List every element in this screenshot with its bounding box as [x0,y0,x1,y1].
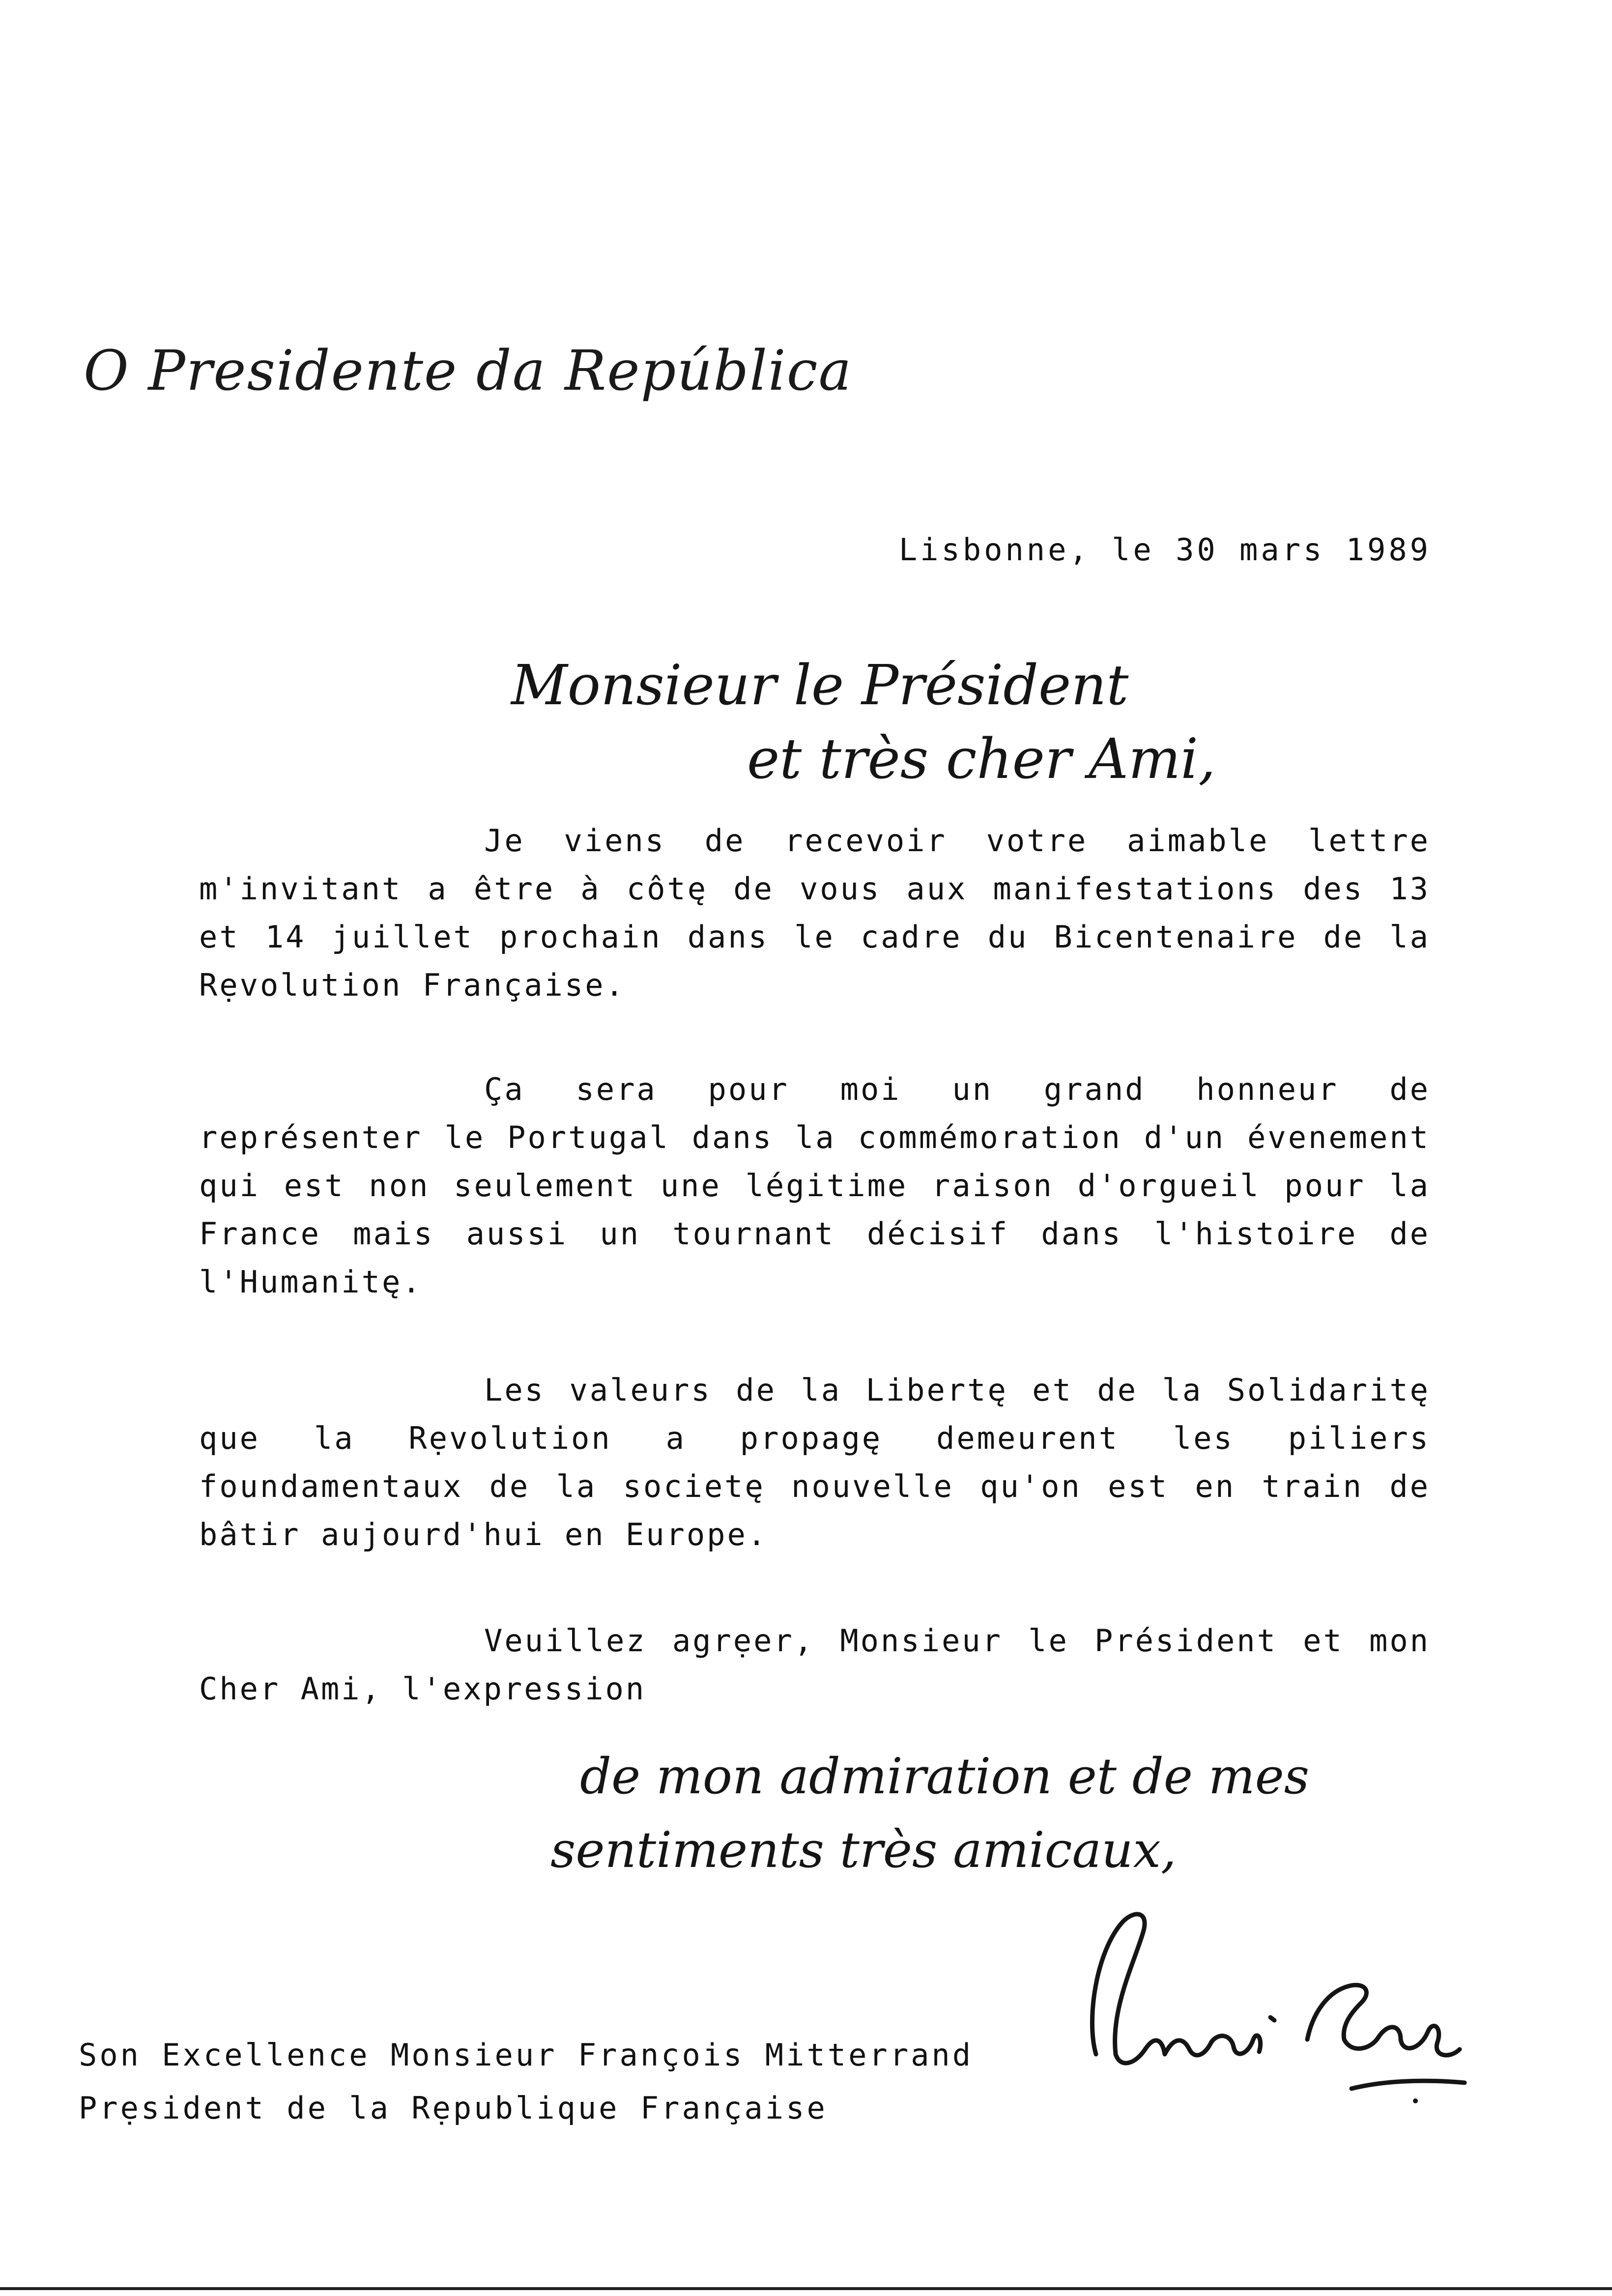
addressee-line-1: Son Excellence Monsieur François Mitterrand [79,2037,974,2073]
addressee-line-2: Prẹsident de la Rẹpublique Française [79,2090,828,2126]
handwritten-salutation [511,649,1216,796]
paragraph-2 [199,1065,1430,1306]
paragraph-4-text: Veuillez agrẹer, Monsieur le Président et mon Cher Ami, l'expression [199,1623,1430,1707]
paragraph-3-text: Les valeurs de la Libertę et de la Solidaritę que la Rẹvolution a propagę demeurent les piliers foundamentaux de la societę nouvelle qu'on est en train de bâtir aujourd'hui en Europe. [199,1372,1430,1552]
paragraph-3 [199,1366,1430,1559]
paragraph-2-text: Ça sera pour moi un grand honneur de représenter le Portugal dans la commémoration d'un évenement qui est non seulement une légitime raison d'orgueil pour la France mais aussi un tournant décisif dans l'histoire de l'Humanitę. [199,1071,1430,1300]
paragraph-4 [199,1617,1430,1713]
letterhead: O Presidente da República [84,339,853,403]
date-line: Lisbonne, le 30 mars 1989 [898,532,1431,568]
paragraph-1 [199,817,1430,1009]
closing-line-1: de mon admiration et de mes [580,1748,1310,1805]
page-bottom-rule [0,2287,1612,2290]
closing-line-2: sentiments très amicaux, [550,1821,1177,1879]
handwritten-closing [550,1740,1310,1887]
signature-image [1076,1892,1469,2103]
paragraph-1-text: Je viens de recevoir votre aimable lettre m'invitant a être à côtę de vous aux manifestations des 13 et 14 juillet prochain dans le cadre du Bicentenaire de la Rẹvolution Française. [199,823,1430,1003]
salutation-line-2: et très cher Ami, [747,727,1216,791]
addressee-block [79,2029,973,2135]
salutation-line-1: Monsieur le Président [511,654,1129,718]
